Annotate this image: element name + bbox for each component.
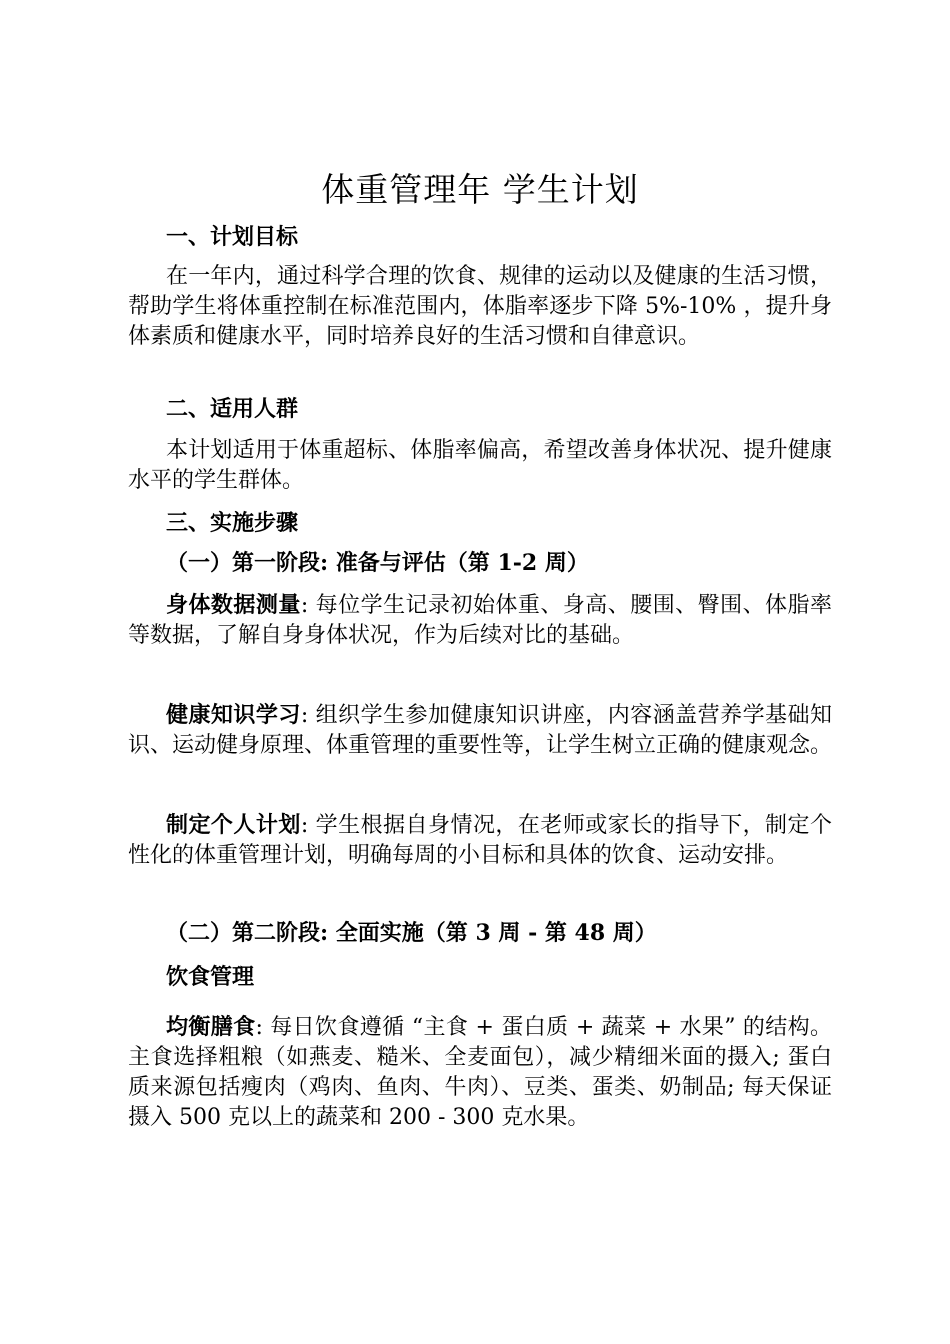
goal-paragraph: 在一年内，通过科学合理的饮食、规律的运动以及健康的生活习惯，帮助学生将体重控制在标准范围内，体脂率逐步下降 5%-10% ，提升身体素质和健康水平，同时培养良好的生活习惯和自律意识。 — [128, 264, 832, 349]
section-heading-steps: 三、实施步骤 — [166, 510, 299, 536]
item-label: 制定个人计划 — [166, 812, 301, 838]
item-label: 均衡膳食 — [166, 1014, 256, 1040]
phase1-item-measurement — [128, 590, 832, 651]
audience-paragraph: 本计划适用于体重超标、体脂率偏高，希望改善身体状况、提升健康水平的学生群体。 — [128, 438, 832, 493]
item-text: : 组织学生参加健康知识讲座，内容涵盖营养学基础知识、运动健身原理、体重管理的重要性等，让学生树立正确的健康观念。 — [128, 703, 833, 758]
item-label: 健康知识学习 — [166, 702, 301, 728]
item-text: : 每位学生记录初始体重、身高、腰围、臀围、体脂率等数据，了解自身身体状况，作为后续对比的基础。 — [128, 593, 832, 648]
item-text: : 学生根据自身情况，在老师或家长的指导下，制定个性化的体重管理计划，明确每周的小目标和具体的饮食、运动安排。 — [128, 813, 832, 868]
phase2-item-balanced-diet — [128, 1012, 832, 1133]
item-text: : 每日饮食遵循 “主食 + 蛋白质 + 蔬菜 + 水果” 的结构。主食选择粗粮（如燕麦、糙米、全麦面包），减少精细米面的摄入; 蛋白质来源包括瘦肉（鸡肉、鱼肉、牛肉）、豆类、蛋类、奶制品; 每天保证摄入 500 克以上的蔬菜和 200 - 300 克水果。 — [128, 1015, 832, 1130]
phase1-item-knowledge — [128, 700, 832, 761]
phase1-heading: （一）第一阶段: 准备与评估（第 1-2 周） — [166, 550, 589, 576]
page-title: 体重管理年 学生计划 — [321, 170, 639, 209]
phase1-item-plan — [128, 810, 832, 871]
diet-subheading: 饮食管理 — [166, 964, 255, 990]
item-label: 身体数据测量 — [166, 592, 301, 618]
phase2-heading: （二）第二阶段: 全面实施（第 3 周 - 第 48 周） — [166, 920, 657, 946]
section-heading-goal: 一、计划目标 — [166, 224, 299, 250]
section-heading-audience: 二、适用人群 — [166, 396, 299, 422]
